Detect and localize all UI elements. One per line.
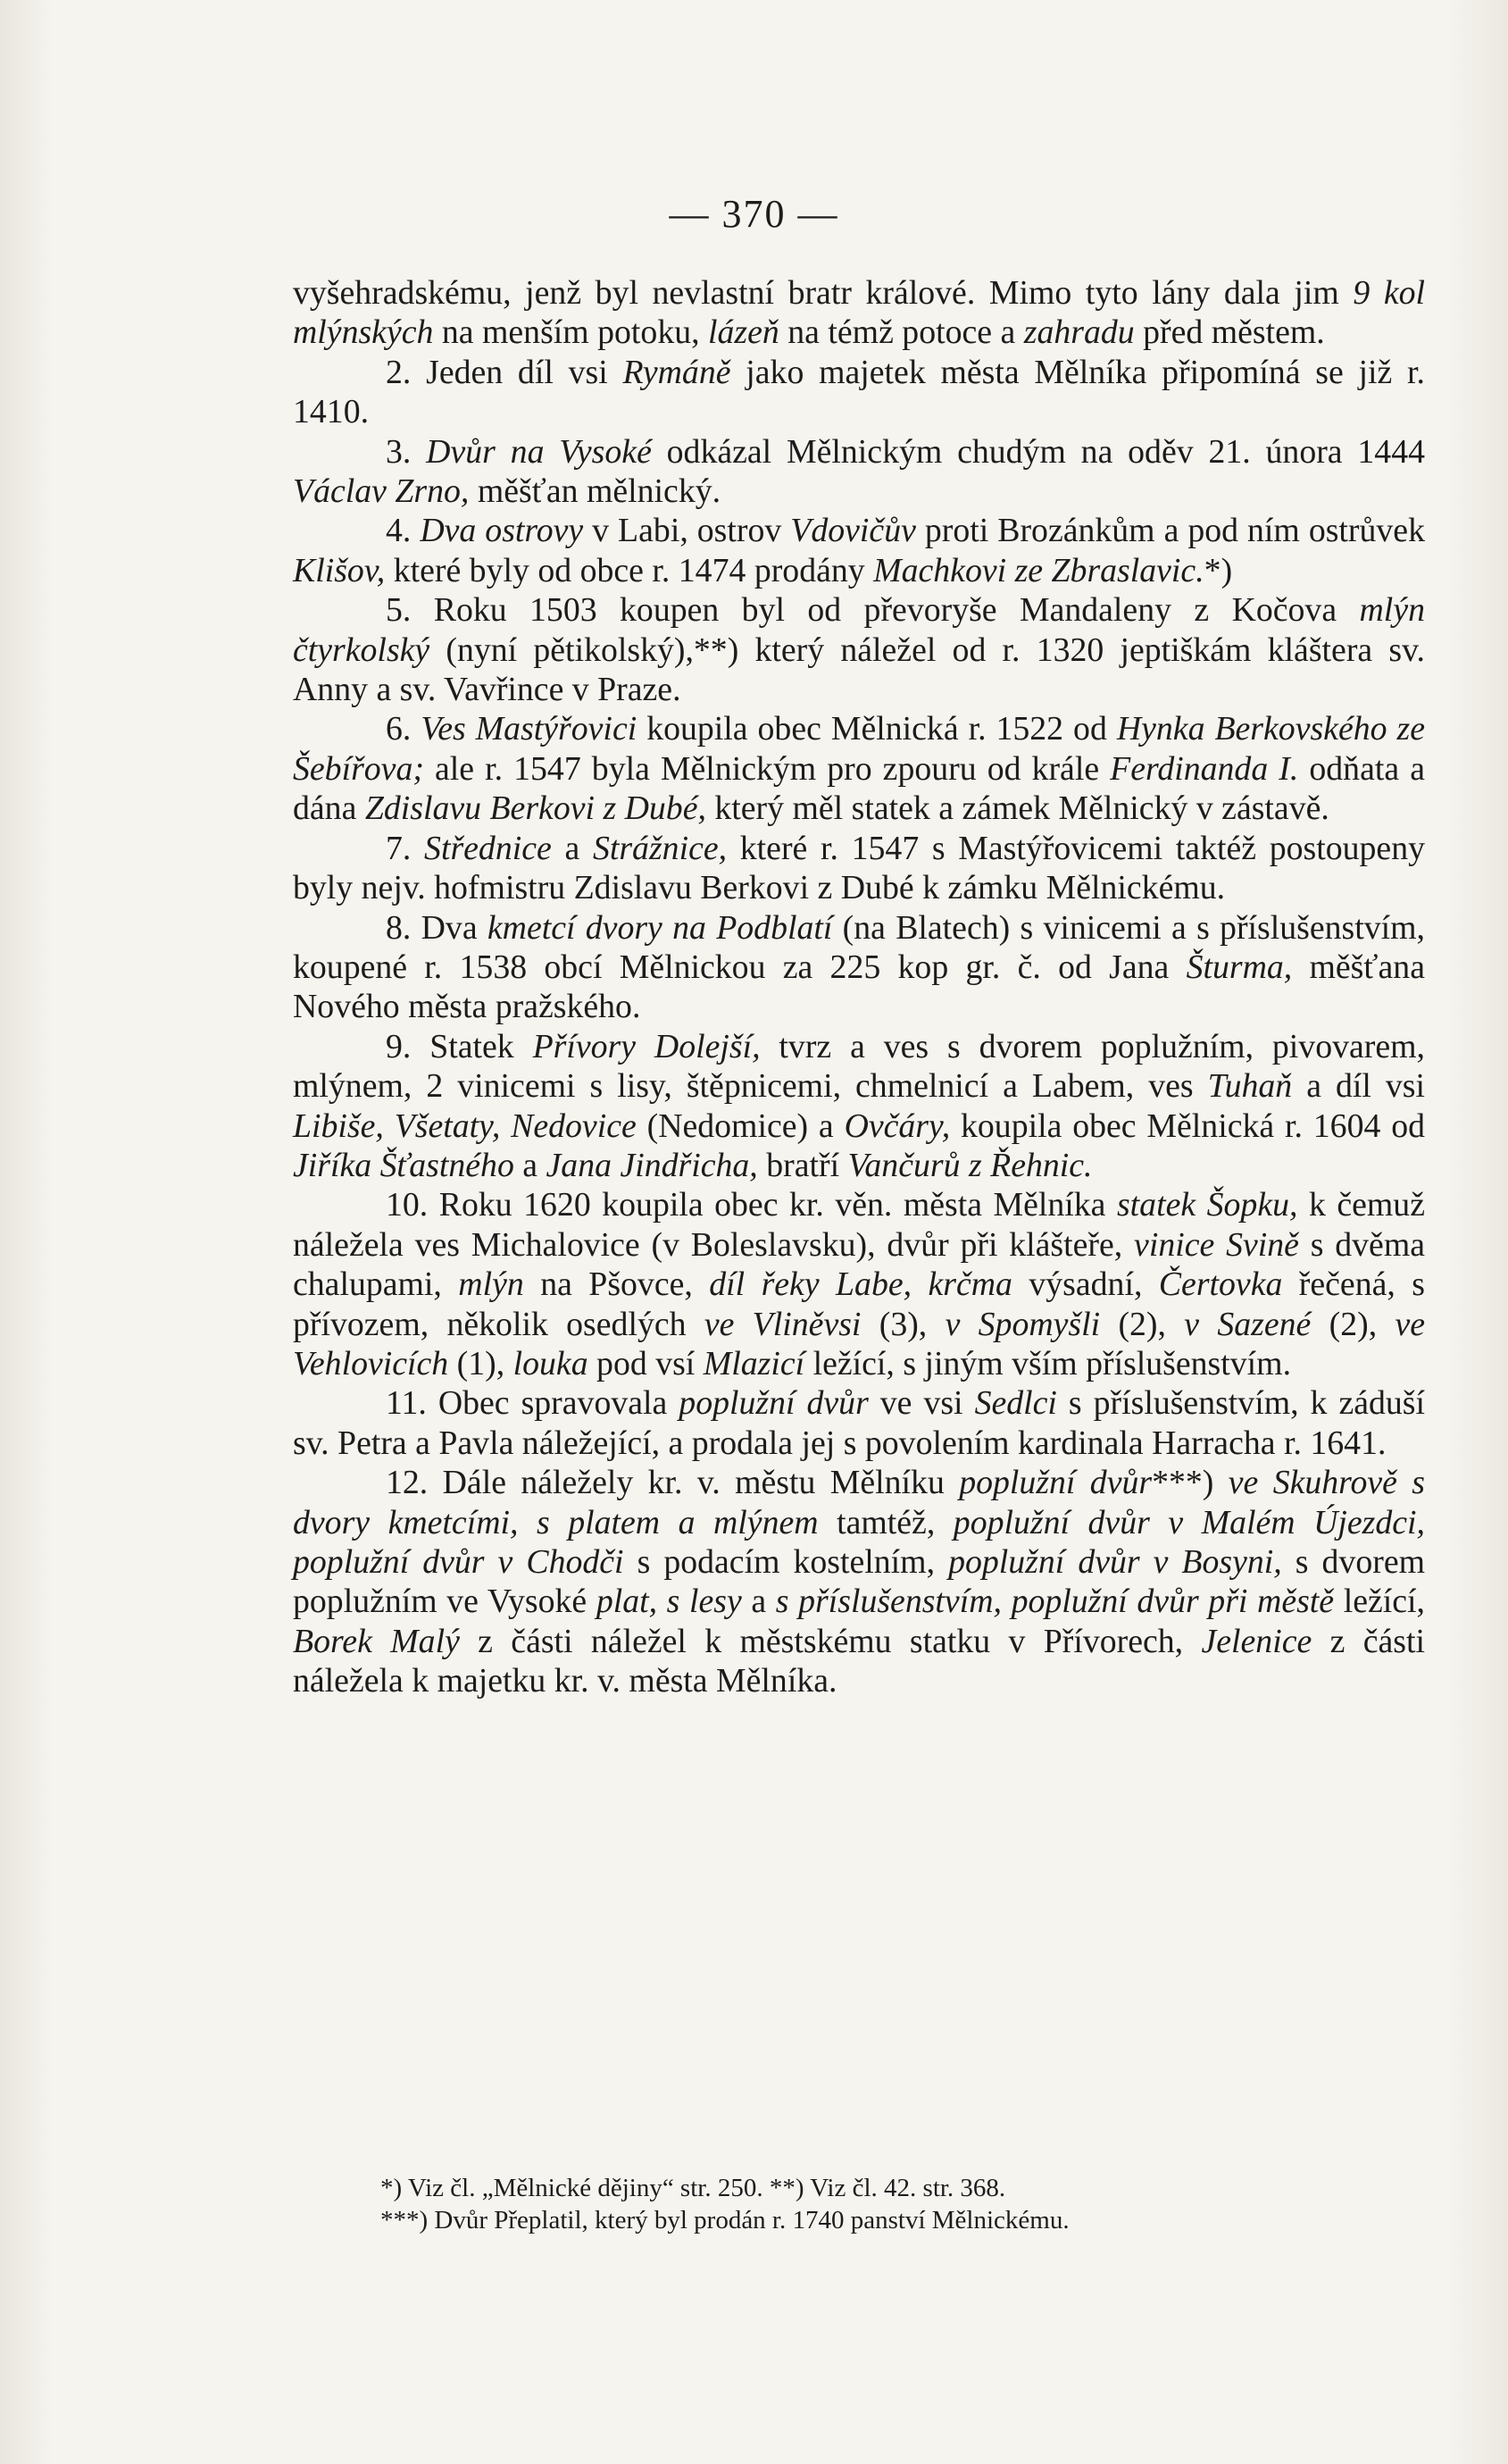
text-run: řečená, s přívozem, několik osedlých xyxy=(293,1265,1425,1343)
text-run: bratří xyxy=(757,1146,848,1184)
text-run: 9. Statek xyxy=(386,1027,533,1065)
text-run: měšťana Nového města pražského. xyxy=(293,948,1425,1026)
italic-run: poplužní dvůr v Malém Újezdci, poplužní dvůr v Chodči xyxy=(293,1503,1426,1581)
text-run: odňata a dána xyxy=(293,749,1425,828)
italic-run: Libiše, Všetaty, Nedovice xyxy=(293,1107,637,1145)
text-run: vyšehradskému, jenž byl nevlastní bratr králové. Mimo tyto lány dala jim xyxy=(293,274,1354,312)
text-run: z části náležela k majetku kr. v. města Mělníka. xyxy=(293,1622,1425,1700)
text-run: ve vsi xyxy=(868,1384,975,1423)
text-run: před městem. xyxy=(1134,313,1325,352)
text-run: (na Blatech) s vinicemi a s příslušenstvím, koupené r. 1538 obcí Mělnickou za 225 kop gr. č. od Jana xyxy=(293,908,1425,986)
text-run: koupila obec Mělnická r. 1604 od xyxy=(950,1107,1425,1145)
paragraph xyxy=(293,273,1425,353)
italic-run: lázeň xyxy=(708,313,779,352)
text-run: 8. Dva xyxy=(386,908,487,947)
paragraph xyxy=(293,353,1425,432)
italic-run: Zdislavu Berkovi z Dubé, xyxy=(364,789,706,828)
text-run: 11. Obec spravovala xyxy=(386,1384,679,1423)
body-text xyxy=(293,273,1425,1701)
italic-run: Sedlci xyxy=(974,1384,1057,1423)
text-run: jako majetek města Mělníka připomíná se již r. 1410. xyxy=(293,353,1425,431)
text-run: *) xyxy=(1204,551,1233,589)
footnote: ***) Dvůr Přeplatil, který byl prodán r. 1740 panství Mělnickému. xyxy=(380,2206,1070,2234)
text-run: měšťan mělnický. xyxy=(469,472,721,511)
text-run: (nyní pětikolský),**) který náležel od r. 1320 jeptiškám kláštera sv. Anny a sv. Vavřince v Praze. xyxy=(293,631,1425,709)
italic-run: poplužní dvůr v Bosyni, xyxy=(948,1543,1282,1581)
text-run: které byly od obce r. 1474 prodány xyxy=(385,551,874,589)
text-run: 7. xyxy=(386,829,425,867)
text-run: z části náležel k městskému statku v Přívorech, xyxy=(459,1622,1202,1660)
text-run: pod vsí xyxy=(587,1344,704,1382)
text-run: výsadní, xyxy=(1012,1265,1159,1304)
italic-run: mlýn čtyrkolský xyxy=(293,591,1425,669)
page-number: — 370 — xyxy=(669,192,839,236)
italic-run: mlýn xyxy=(458,1265,524,1304)
text-run: 5. Roku 1503 koupen byl od převoryše Mandaleny z Kočova xyxy=(386,591,1360,630)
italic-run: Machkovi ze Zbraslavic. xyxy=(873,551,1204,589)
text-run: 2. Jeden díl vsi xyxy=(386,353,623,391)
italic-run: louka xyxy=(512,1344,588,1382)
italic-run: Strážnice, xyxy=(592,829,728,867)
text-run: které r. 1547 s Mastýřovicemi taktéž postoupeny byly nejv. hofmistru Zdislavu Berkovi z Dubé k zámku Mělnickému. xyxy=(293,829,1425,907)
text-run: tamtéž, xyxy=(818,1503,954,1541)
text-run: 12. Dále náležely kr. v. městu Mělníku xyxy=(386,1464,960,1502)
italic-run: Přívory Dolejší, xyxy=(532,1027,761,1065)
text-run: 6. xyxy=(386,710,421,748)
footnote: *) Viz čl. „Mělnické dějiny“ str. 250. **) Viz čl. 42. str. 368. xyxy=(380,2174,1006,2202)
text-run: na témž potoce a xyxy=(779,313,1024,352)
text-run: 10. Roku 1620 koupila obec kr. věn. města Mělníka xyxy=(386,1186,1117,1224)
italic-run: v Spomyšli xyxy=(945,1305,1101,1343)
text-run: (Nedomice) a xyxy=(636,1107,845,1145)
text-run: (2), xyxy=(1311,1305,1396,1343)
paragraph xyxy=(293,829,1425,908)
text-run: v Labi, ostrov xyxy=(583,512,791,550)
text-run: ležící, s jiným vším příslušenstvím. xyxy=(804,1344,1292,1382)
italic-run: Borek Malý xyxy=(293,1622,460,1660)
paragraph xyxy=(293,590,1425,709)
italic-run: Ves Mastýřovici xyxy=(421,710,637,748)
text-run: (1), xyxy=(448,1344,513,1382)
italic-run: Hynka Berkovského ze Šebířova; xyxy=(293,710,1425,788)
text-run: s podacím kostelním, xyxy=(623,1543,949,1581)
paragraph xyxy=(293,1463,1425,1700)
italic-run: Jiříka Šťastného xyxy=(293,1146,514,1184)
italic-run: plat, s lesy xyxy=(596,1583,742,1621)
text-run: s dvorem poplužním ve Vysoké xyxy=(293,1543,1425,1621)
text-run: ale r. 1547 byla Mělnickým pro zpouru od krále xyxy=(423,749,1111,788)
italic-run: Ovčáry, xyxy=(844,1107,951,1145)
footnotes xyxy=(380,2172,1452,2236)
italic-run: Jelenice xyxy=(1201,1622,1312,1660)
text-run: proti Brozánkům a pod ním ostrůvek xyxy=(915,512,1425,550)
text-run: (2), xyxy=(1100,1305,1185,1343)
text-run: s dvěma chalupami, xyxy=(293,1225,1426,1304)
text-run: a díl vsi xyxy=(1292,1067,1426,1106)
italic-run: Dva ostrovy xyxy=(420,512,584,550)
italic-run: Tuhaň xyxy=(1207,1067,1293,1106)
text-run: koupila obec Mělnická r. 1522 od xyxy=(637,710,1117,748)
italic-run: s příslušenstvím, poplužní dvůr při městě xyxy=(775,1583,1335,1621)
paragraph xyxy=(293,1185,1425,1383)
text-run: 3. xyxy=(386,432,427,471)
paragraph xyxy=(293,511,1425,590)
italic-run: Čertovka xyxy=(1158,1265,1283,1304)
italic-run: díl řeky Labe, krčma xyxy=(709,1265,1012,1304)
text-run: který měl statek a zámek Mělnický v zástavě. xyxy=(705,789,1329,828)
italic-run: Šturma, xyxy=(1186,948,1293,986)
italic-run: Vdovičův xyxy=(790,512,916,550)
text-run: k čemuž náležela ves Michalovice (v Boleslavsku), dvůr při klášteře, xyxy=(293,1186,1425,1264)
text-run: a xyxy=(513,1146,546,1184)
italic-run: v Sazené xyxy=(1184,1305,1312,1343)
text-run: na Pšovce, xyxy=(523,1265,710,1304)
italic-run: Ferdinanda I. xyxy=(1110,749,1299,788)
italic-run: Mlazicí xyxy=(703,1344,805,1382)
italic-run: Vančurů z Řehnic. xyxy=(847,1146,1093,1184)
text-run: odkázal Mělnickým chudým na oděv 21. února 1444 xyxy=(651,432,1425,471)
text-run: ***) xyxy=(1152,1464,1229,1502)
paragraph xyxy=(293,709,1425,828)
italic-run: ve Skuhrově s dvory kmetcími, s platem a mlýnem xyxy=(293,1464,1426,1541)
italic-run: ve Vliněvsi xyxy=(704,1305,862,1343)
italic-run: statek Šopku, xyxy=(1116,1186,1298,1224)
italic-run: kmetcí dvory na Podblatí xyxy=(487,908,833,947)
text-run: 4. xyxy=(386,512,421,550)
italic-run: poplužní dvůr xyxy=(959,1464,1153,1502)
paragraph xyxy=(293,1027,1425,1186)
text-run: s příslušenstvím, k záduší sv. Petra a Pavla náležející, a prodala jej s povolením kardinala Harracha r. 1641. xyxy=(293,1384,1426,1462)
text-run: a xyxy=(741,1583,776,1621)
italic-run: Střednice xyxy=(424,829,552,867)
italic-run: Václav Zrno, xyxy=(293,472,470,511)
italic-run: Jana Jindřicha, xyxy=(546,1146,758,1184)
italic-run: ve Vehlovicích xyxy=(293,1305,1426,1382)
text-run: na menším potoku, xyxy=(433,313,709,352)
italic-run: Klišov, xyxy=(293,551,386,589)
text-run: (3), xyxy=(861,1305,946,1343)
paragraph xyxy=(293,1383,1425,1463)
italic-run: vinice Svině xyxy=(1134,1225,1299,1264)
italic-run: Dvůr na Vysoké xyxy=(426,432,652,471)
text-run: tvrz a ves s dvorem poplužním, pivovarem, mlýnem, 2 vinicemi s lisy, štěpnicemi, chmelnicí a Labem, ves xyxy=(293,1027,1425,1106)
italic-run: poplužní dvůr xyxy=(679,1384,869,1423)
italic-run: zahradu xyxy=(1023,313,1135,352)
text-run: ležící, xyxy=(1334,1583,1425,1621)
italic-run: 9 kol mlýnských xyxy=(293,274,1425,352)
italic-run: Rymáně xyxy=(622,353,731,391)
text-run: a xyxy=(551,829,593,867)
paragraph xyxy=(293,432,1425,512)
paragraph xyxy=(293,908,1425,1027)
